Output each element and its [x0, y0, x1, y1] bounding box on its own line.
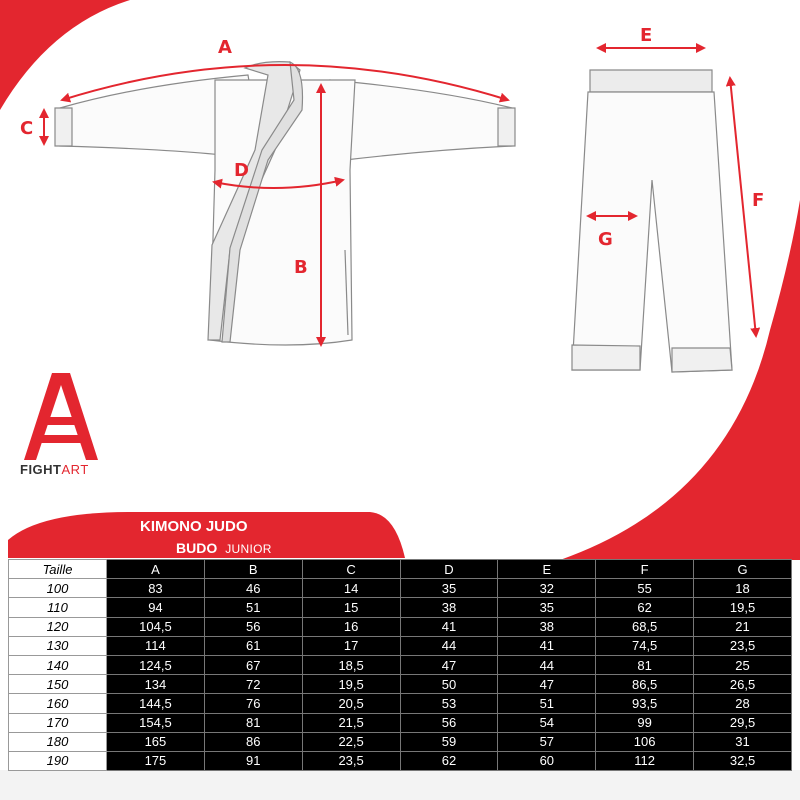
cell-f: 112 [596, 751, 694, 770]
cell-taille: 100 [9, 579, 107, 598]
product-subtitle-rest: JUNIOR [225, 542, 272, 556]
cell-g: 25 [694, 655, 792, 674]
cell-b: 86 [204, 732, 302, 751]
cell-f: 55 [596, 579, 694, 598]
pants-illustration [572, 70, 732, 372]
cell-c: 20,5 [302, 694, 400, 713]
top-left-swoosh [0, 0, 130, 110]
cell-e: 44 [498, 655, 596, 674]
cell-a: 104,5 [107, 617, 205, 636]
product-subtitle-bold: BUDO [176, 540, 218, 556]
cell-d: 35 [400, 579, 498, 598]
cell-g: 18 [694, 579, 792, 598]
cell-g: 23,5 [694, 636, 792, 655]
jacket-illustration [55, 62, 515, 345]
logo-word-art: ART [61, 462, 89, 477]
cell-taille: 190 [9, 751, 107, 770]
cell-e: 51 [498, 694, 596, 713]
cell-c: 18,5 [302, 655, 400, 674]
cell-a: 114 [107, 636, 205, 655]
cell-taille: 150 [9, 675, 107, 694]
cell-b: 91 [204, 751, 302, 770]
cell-d: 47 [400, 655, 498, 674]
header-a: A [107, 560, 205, 579]
table-row [9, 579, 792, 598]
cell-c: 23,5 [302, 751, 400, 770]
header-c: C [302, 560, 400, 579]
cell-taille: 160 [9, 694, 107, 713]
cell-b: 46 [204, 579, 302, 598]
table-body [9, 579, 792, 771]
label-b: B [294, 257, 308, 278]
cell-e: 32 [498, 579, 596, 598]
cell-e: 41 [498, 636, 596, 655]
cell-d: 38 [400, 598, 498, 617]
cell-d: 53 [400, 694, 498, 713]
cell-g: 29,5 [694, 713, 792, 732]
cell-taille: 120 [9, 617, 107, 636]
label-a: A [218, 37, 232, 58]
table-row [9, 655, 792, 674]
cell-b: 81 [204, 713, 302, 732]
cell-taille: 170 [9, 713, 107, 732]
table-row [9, 751, 792, 770]
cell-a: 175 [107, 751, 205, 770]
header-g: G [694, 560, 792, 579]
table-row [9, 732, 792, 751]
table-header-row [9, 560, 792, 579]
cell-taille: 130 [9, 636, 107, 655]
cell-a: 134 [107, 675, 205, 694]
cell-f: 99 [596, 713, 694, 732]
cell-b: 76 [204, 694, 302, 713]
logo-word-fight: FIGHT [20, 462, 62, 477]
cell-f: 62 [596, 598, 694, 617]
label-c: C [20, 118, 34, 139]
table-row [9, 694, 792, 713]
cell-g: 28 [694, 694, 792, 713]
cell-c: 14 [302, 579, 400, 598]
table-row [9, 636, 792, 655]
cell-taille: 110 [9, 598, 107, 617]
cell-g: 32,5 [694, 751, 792, 770]
table-row [9, 617, 792, 636]
cell-b: 51 [204, 598, 302, 617]
size-table [8, 559, 792, 771]
label-e: E [640, 25, 653, 46]
cell-e: 47 [498, 675, 596, 694]
table-row [9, 713, 792, 732]
product-subtitle [176, 540, 272, 556]
cell-c: 17 [302, 636, 400, 655]
cell-d: 62 [400, 751, 498, 770]
cell-b: 61 [204, 636, 302, 655]
product-title: KIMONO JUDO [140, 518, 248, 535]
cell-g: 31 [694, 732, 792, 751]
cell-c: 22,5 [302, 732, 400, 751]
cell-g: 19,5 [694, 598, 792, 617]
cell-a: 165 [107, 732, 205, 751]
cell-b: 56 [204, 617, 302, 636]
cell-c: 19,5 [302, 675, 400, 694]
cell-d: 59 [400, 732, 498, 751]
cell-a: 94 [107, 598, 205, 617]
cell-d: 50 [400, 675, 498, 694]
label-g: G [598, 229, 613, 250]
cell-d: 44 [400, 636, 498, 655]
table-row [9, 598, 792, 617]
cell-f: 86,5 [596, 675, 694, 694]
cell-e: 54 [498, 713, 596, 732]
cell-d: 41 [400, 617, 498, 636]
bottom-shadow [0, 770, 800, 800]
cell-g: 21 [694, 617, 792, 636]
cell-d: 56 [400, 713, 498, 732]
header-e: E [498, 560, 596, 579]
table-row [9, 675, 792, 694]
cell-taille: 180 [9, 732, 107, 751]
label-d: D [234, 160, 249, 181]
label-f: F [752, 190, 765, 211]
cell-e: 35 [498, 598, 596, 617]
cell-f: 106 [596, 732, 694, 751]
header-d: D [400, 560, 498, 579]
cell-e: 57 [498, 732, 596, 751]
cell-b: 72 [204, 675, 302, 694]
cell-c: 15 [302, 598, 400, 617]
cell-e: 38 [498, 617, 596, 636]
header-taille: Taille [9, 560, 107, 579]
cell-a: 154,5 [107, 713, 205, 732]
cell-f: 74,5 [596, 636, 694, 655]
cell-b: 67 [204, 655, 302, 674]
cell-a: 144,5 [107, 694, 205, 713]
cell-e: 60 [498, 751, 596, 770]
logo-wordmark [20, 462, 89, 477]
cell-c: 21,5 [302, 713, 400, 732]
cell-a: 124,5 [107, 655, 205, 674]
cell-f: 68,5 [596, 617, 694, 636]
cell-c: 16 [302, 617, 400, 636]
header-f: F [596, 560, 694, 579]
cell-a: 83 [107, 579, 205, 598]
cell-g: 26,5 [694, 675, 792, 694]
cell-f: 93,5 [596, 694, 694, 713]
cell-taille: 140 [9, 655, 107, 674]
cell-f: 81 [596, 655, 694, 674]
header-b: B [204, 560, 302, 579]
